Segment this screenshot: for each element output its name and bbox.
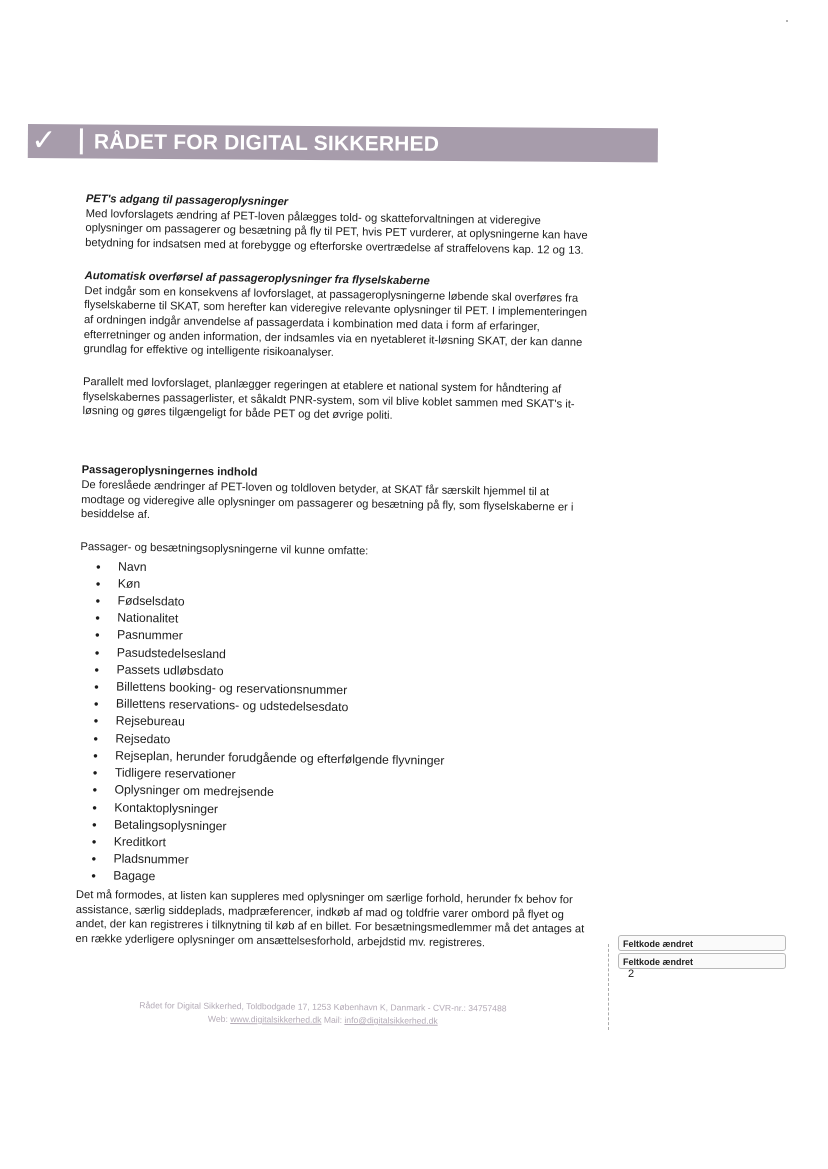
section-paragraph: Det indgår som en konsekvens af lovforslaget, at passageroplysningerne løbende skal overføres fra flyselskaberne til SKAT, som herefter kan videregive relevante oplysninger til PET. I implementeringen af ordningen indgår anvendelse af passagerdata i kombination med data i form af erfaringer, efterretninger og anden information, der indsamles via en nyetableret it-løsning SKAT, der kan danne grundlag for effektive og intelligente risikoanalyser. [83, 284, 588, 360]
document-body [75, 192, 598, 892]
passenger-data-list [75, 558, 592, 893]
list-item: • Oplysninger om medrejsende [92, 781, 588, 806]
scan-speck [786, 20, 788, 22]
list-item: • Billettens booking- og reservationsnummer [94, 678, 590, 703]
list-item: • Navn [96, 558, 592, 583]
list-item: • Billettens reservations- og udstedelsesdato [94, 695, 590, 720]
footer-web-label: Web: [207, 1013, 228, 1024]
section-pnr-system [82, 375, 595, 427]
list-item: • Rejseplan, herunder forudgående og efterfølgende flyvninger [93, 747, 589, 772]
list-item: • Pasudstedelsesland [95, 644, 591, 669]
banner-divider [80, 128, 83, 154]
list-item: • Passets udløbsdato [94, 661, 590, 686]
section-paragraph: Med lovforslagets ændring af PET-loven pålægges told- og skatteforvaltningen at videregive oplysninger om passagerer og besætning på fly til PET, hvis PET vurderer, at oplysningerne kan have betydning for indsatsen med at forebygge og efterforske overtrædelse af straffelovens kap. 12 og 13. [85, 207, 588, 257]
closing-paragraph: Det må formodes, at listen kan suppleres med oplysninger om særlige forhold, herunder fx behov for assistance, særlig siddeplads, madpræferencer, indkøb af mad og toldfrie varer ombord på flyet og andet, der kan registreres i tilknytning til køb af en billet. For besætningsmedlemmer må det antages at en række yderligere oplysninger om ansættelsesforhold, arbejdstid mv. registreres. [75, 888, 585, 950]
list-item: • Nationalitet [95, 609, 591, 634]
list-intro: Passager- og besætningsoplysningerne vil kunne omfatte: [80, 540, 369, 558]
list-item: • Fødselsdato [95, 592, 591, 617]
organization-title: RÅDET FOR DIGITAL SIKKERHED [93, 130, 440, 156]
section-paragraph: De foreslåede ændringer af PET-loven og toldloven betyder, at SKAT får særskilt hjemmel til at modtage og videregive alle oplysninger om passagerer og besætning på fly, som flyselskaberne er i besiddelse af. [80, 478, 574, 522]
website-link[interactable]: www.digitalsikkerhed.dk [230, 1013, 322, 1025]
list-item: • Rejsebureau [94, 713, 590, 738]
section-heading: Passageroplysningernes indhold [81, 464, 258, 479]
section-heading: Automatisk overførsel af passageroplysninger fra flyselskaberne [84, 269, 430, 288]
list-item: • Betalingsoplysninger [92, 816, 588, 841]
section-passenger-data-content [81, 463, 594, 530]
comment-balloon[interactable]: Feltkode ændret [618, 935, 786, 951]
page-footer [118, 999, 528, 1029]
section-heading: PET's adgang til passageroplysninger [85, 192, 289, 209]
list-item: • Pladsnummer [91, 850, 587, 875]
list-item: • Pasnummer [95, 627, 591, 652]
section-pet-access [85, 192, 598, 259]
list-item: • Kreditkort [92, 833, 588, 858]
email-link[interactable]: info@digitalsikkerhed.dk [344, 1014, 438, 1026]
list-item: • Bagage [91, 867, 587, 892]
list-item: • Køn [96, 575, 592, 600]
letterhead-banner [28, 124, 658, 162]
section-automatic-transfer [83, 269, 596, 365]
comment-connector [608, 944, 609, 1030]
list-item: • Kontaktoplysninger [92, 799, 588, 824]
section-paragraph: Parallelt med lovforslaget, planlægger regeringen at etablere et national system for håndtering af flyselskabernes passagerlister, et såkaldt PNR-system, som vil blive koblet sammen med SKAT's it-løsning og gøres tilgængeligt for både PET og det øvrige politi. [82, 376, 575, 423]
footer-address: Rådet for Digital Sikkerhed, Toldbodgade 17, 1253 København K, Danmark - CVR-nr.: 34757488 [139, 1000, 507, 1014]
checkmark-icon: ✓ [31, 124, 57, 158]
list-item: • Tidligere reservationer [93, 764, 589, 789]
list-item: • Rejsedato [93, 730, 589, 755]
page-number: 2 [628, 968, 635, 980]
comment-balloon[interactable]: Feltkode ændret [618, 953, 786, 969]
footer-mail-label: Mail: [323, 1014, 343, 1025]
